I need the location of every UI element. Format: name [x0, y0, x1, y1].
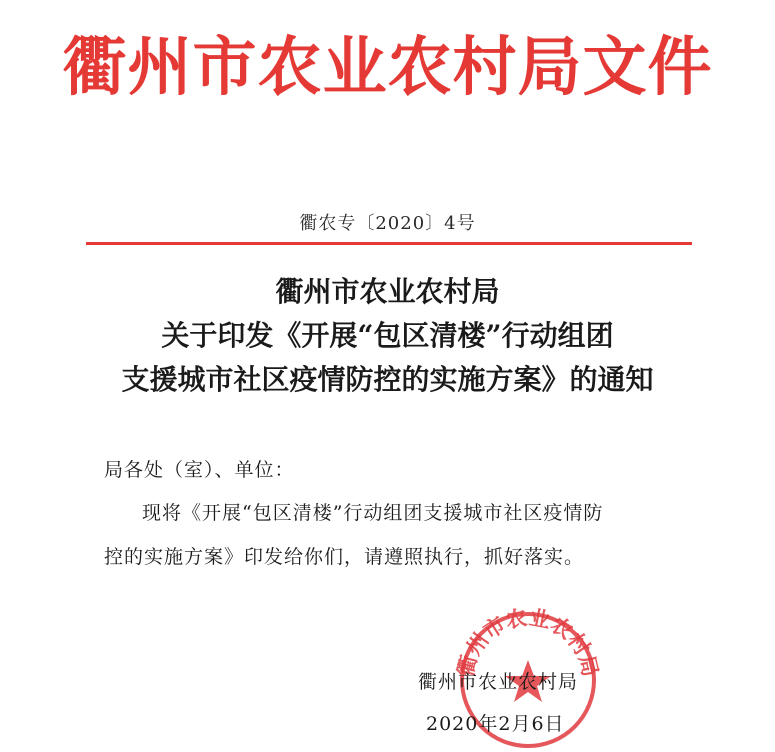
- body-line-1: 现将《开展“包区清楼”行动组团支援城市社区疫情防: [142, 502, 604, 524]
- issue-date: 2020年2月6日: [426, 713, 565, 735]
- title-line-2: 关于印发《开展“包区清楼”行动组团: [161, 319, 614, 352]
- body-line-2: 控的实施方案》印发给你们，请遵照执行，抓好落实。: [104, 546, 585, 568]
- seal-text: 衢州市农业农村局: [452, 604, 604, 679]
- red-divider: [86, 242, 692, 245]
- document-title: [0, 270, 775, 402]
- title-line-3: 支援城市社区疫情防控的实施方案》的通知: [121, 363, 654, 396]
- signer: 衢州市农业农村局: [418, 671, 579, 693]
- document-number: 衢农专〔2020〕4号: [299, 213, 476, 234]
- body-paragraph: [104, 491, 684, 579]
- salutation: 局各处（室）、单位：: [104, 459, 295, 481]
- document-header-title: 衢州市农业农村局文件: [62, 30, 713, 105]
- title-line-1: 衢州市农业农村局: [275, 275, 500, 308]
